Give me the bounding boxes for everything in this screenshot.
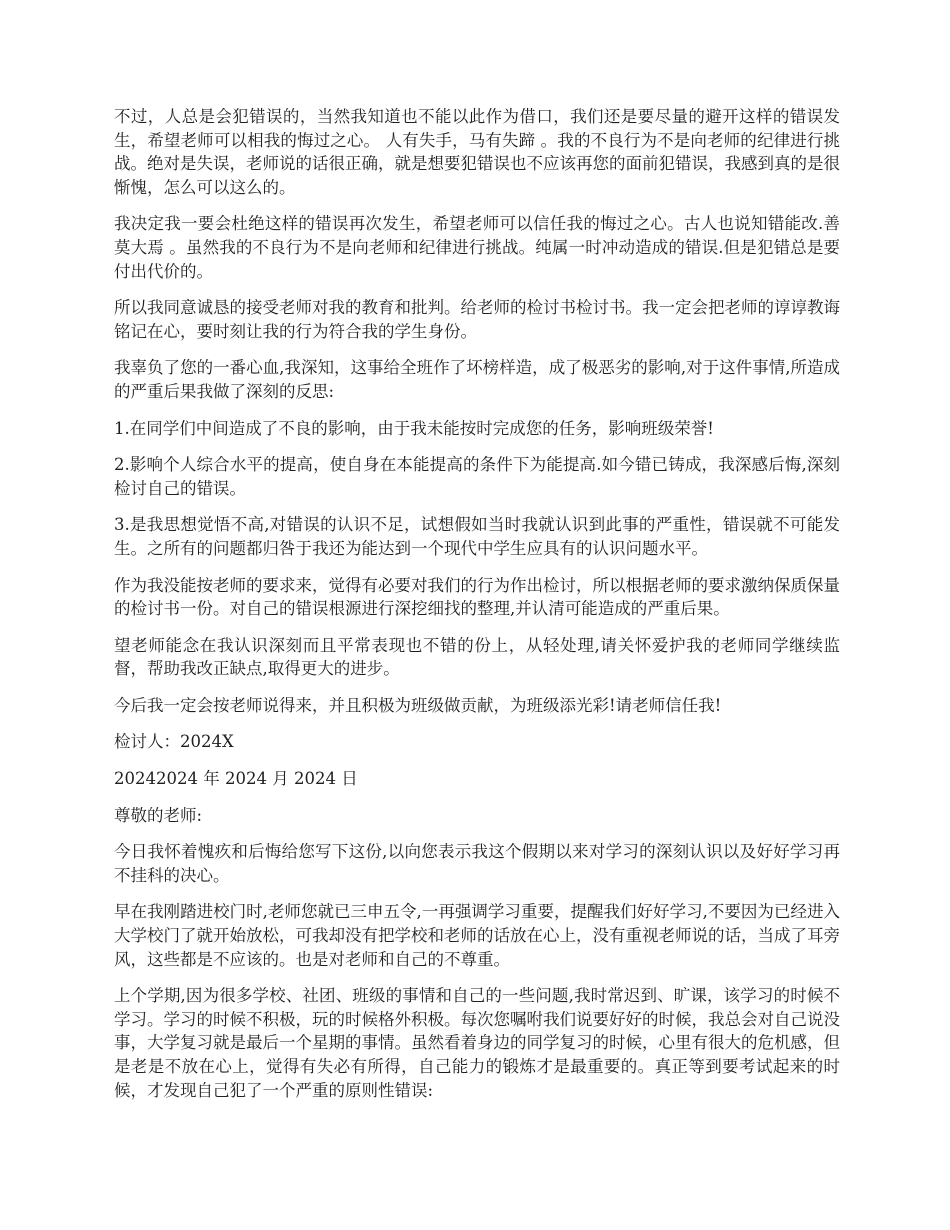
paragraph-7: 今后我一定会按老师说得来，并且积极为班级做贡献，为班级添光彩!请老师信任我! [114,695,722,715]
paragraph-6: 望老师能念在我认识深刻而且平常表现也不错的份上，从轻处理,请关怀爱护我的老师同学继续监督，帮助我改正缺点,取得更大的进步。 [114,635,840,679]
paragraph-5: 作为我没能按老师的要求来，觉得有必要对我们的行为作出检讨，所以根据老师的要求激纳保质保量的检讨书一份。对自己的错误根源进行深挖细找的整理,并认清可能造成的严重后果。 [114,575,840,619]
paragraph-9: 早在我刚踏进校门时,老师您就已三申五令,一再强调学习重要，提醒我们好好学习,不要因为已经进入大学校门了就开始放松，可我却没有把学校和老师的话放在心上，没有重视老师说的话，当成了耳旁风，这些都是不应该的。也是对老师和自己的不尊重。 [114,902,840,969]
document-body [114,105,840,1115]
date-line: 20242024 年 2024 月 2024 日 [114,769,358,789]
list-item-1: 1.在同学们中间造成了不良的影响，由于我未能按时完成您的任务，影响班级荣誉! [114,418,714,438]
paragraph-2: 我决定我一要会杜绝这样的错误再次发生，希望老师可以信任我的悔过之心。古人也说知错能改.善莫大焉 。虽然我的不良行为不是向老师和纪律进行挑战。纯属一时冲动造成的错误.但是犯错总是要付出代价的。 [114,214,840,281]
paragraph-3: 所以我同意诚恳的接受老师对我的教育和批判。给老师的检讨书检讨书。我一定会把老师的谆谆教诲铭记在心，要时刻让我的行为符合我的学生身份。 [114,298,840,341]
signature-line: 检讨人：2024X [114,732,234,752]
paragraph-10: 上个学期,因为很多学校、社团、班级的事情和自己的一些问题,我时常迟到、旷课，该学习的时候不学习。学习的时候不积极，玩的时候格外积极。每次您嘱咐我们说要好好的时候，我总会对自己说没事，大学复习就是最后一个星期的事情。虽然看着身边的同学复习的时候，心里有很大的危机感，但是老是不放在心上，觉得有失必有所得，自己能力的锻炼才是最重要的。真正等到要考试起来的时候，才发现自己犯了一个严重的原则性错误: [114,986,840,1100]
salutation: 尊敬的老师: [114,805,203,825]
paragraph-4: 我辜负了您的一番心血,我深知，这事给全班作了坏榜样造，成了极恶劣的影响,对于这件事情,所造成的严重后果我做了深刻的反思: [114,358,840,401]
list-item-3: 3.是我思想觉悟不高,对错误的认识不足，试想假如当时我就认识到此事的严重性，错误就不可能发生。之所有的问题都归咎于我还为能达到一个现代中学生应具有的认识问题水平。 [114,515,840,558]
list-item-2: 2.影响个人综合水平的提高，使自身在本能提高的条件下为能提高.如今错已铸成，我深感后悔,深刻检讨自己的错误。 [114,455,840,498]
paragraph-8: 今日我怀着愧疚和后悔给您写下这份,以向您表示我这个假期以来对学习的深刻认识以及好好学习再不挂科的决心。 [114,842,840,885]
paragraph-1: 不过，人总是会犯错误的，当然我知道也不能以此作为借口，我们还是要尽量的避开这样的错误发生，希望老师可以相我的悔过之心。 人有失手，马有失蹄 。我的不良行为不是向老师的纪律进行挑战。绝对是失误，老师说的话很正确，就是想要犯错误也不应该再您的面前犯错误，我感到真的是很惭愧，怎么可以这么的。 [114,107,840,197]
